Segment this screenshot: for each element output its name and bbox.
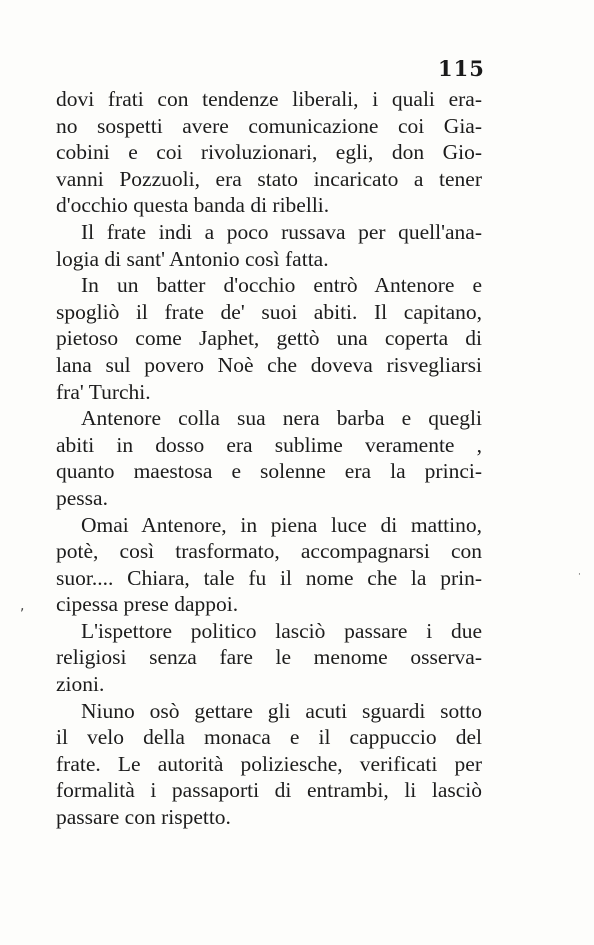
paragraph — [56, 512, 482, 618]
paragraph — [56, 405, 482, 511]
text-line: logia di sant' Antonio così fatta. — [56, 246, 329, 271]
edge-speck: , — [20, 598, 25, 614]
text-line: formalità i passaporti di entrambi, li lasciò — [56, 778, 482, 803]
text-line: no sospetti avere comunicazione coi Gia- — [56, 113, 482, 138]
text-line: In un batter d'occhio entrò Antenore e — [81, 273, 482, 298]
text-line: lana sul povero Noè che doveva risvegliarsi — [56, 352, 482, 377]
text-line: cipessa prese dappoi. — [56, 592, 239, 617]
text-line: fra' Turchi. — [56, 379, 151, 404]
text-line: zioni. — [56, 672, 105, 697]
paragraph — [56, 86, 482, 219]
text-line: Il frate indi a poco russava per quell'ana- — [81, 219, 482, 244]
text-line: d'occhio questa banda di ribelli. — [56, 193, 330, 218]
paragraph — [56, 618, 482, 698]
text-line: passare con rispetto. — [56, 805, 231, 830]
body-text — [56, 86, 482, 831]
text-line: il velo della monaca e il cappuccio del — [56, 725, 482, 750]
page-number: 115 — [438, 56, 485, 81]
text-line: vanni Pozzuoli, era stato incaricato a tener — [56, 166, 482, 191]
paragraph — [56, 698, 482, 831]
text-line: suor.... Chiara, tale fu il nome che la prin- — [56, 565, 482, 590]
text-line: Antenore colla sua nera barba e quegli — [81, 406, 482, 431]
paragraph — [56, 272, 482, 405]
text-line: cobini e coi rivoluzionari, egli, don Gio- — [56, 140, 482, 165]
text-line: frate. Le autorità poliziesche, verificati per — [56, 751, 482, 776]
text-line: L'ispettore politico lasciò passare i due — [81, 618, 482, 643]
text-line: dovi frati con tendenze liberali, i quali era- — [56, 87, 482, 111]
text-line: abiti in dosso era sublime veramente , — [56, 432, 482, 457]
text-line: pietoso come Japhet, gettò una coperta di — [56, 326, 482, 351]
text-line: potè, così trasformato, accompagnarsi con — [56, 539, 482, 564]
paragraph — [56, 219, 482, 272]
text-line: spogliò il frate de' suoi abiti. Il capitano, — [56, 299, 482, 324]
text-line: Niuno osò gettare gli acuti sguardi sotto — [81, 698, 482, 723]
edge-speck: · — [578, 570, 581, 580]
text-line: Omai Antenore, in piena luce di mattino, — [81, 512, 482, 537]
text-line: religiosi senza fare le menome osserva- — [56, 645, 482, 670]
text-line: quanto maestosa e solenne era la princi- — [56, 459, 482, 484]
text-line: pessa. — [56, 485, 108, 510]
